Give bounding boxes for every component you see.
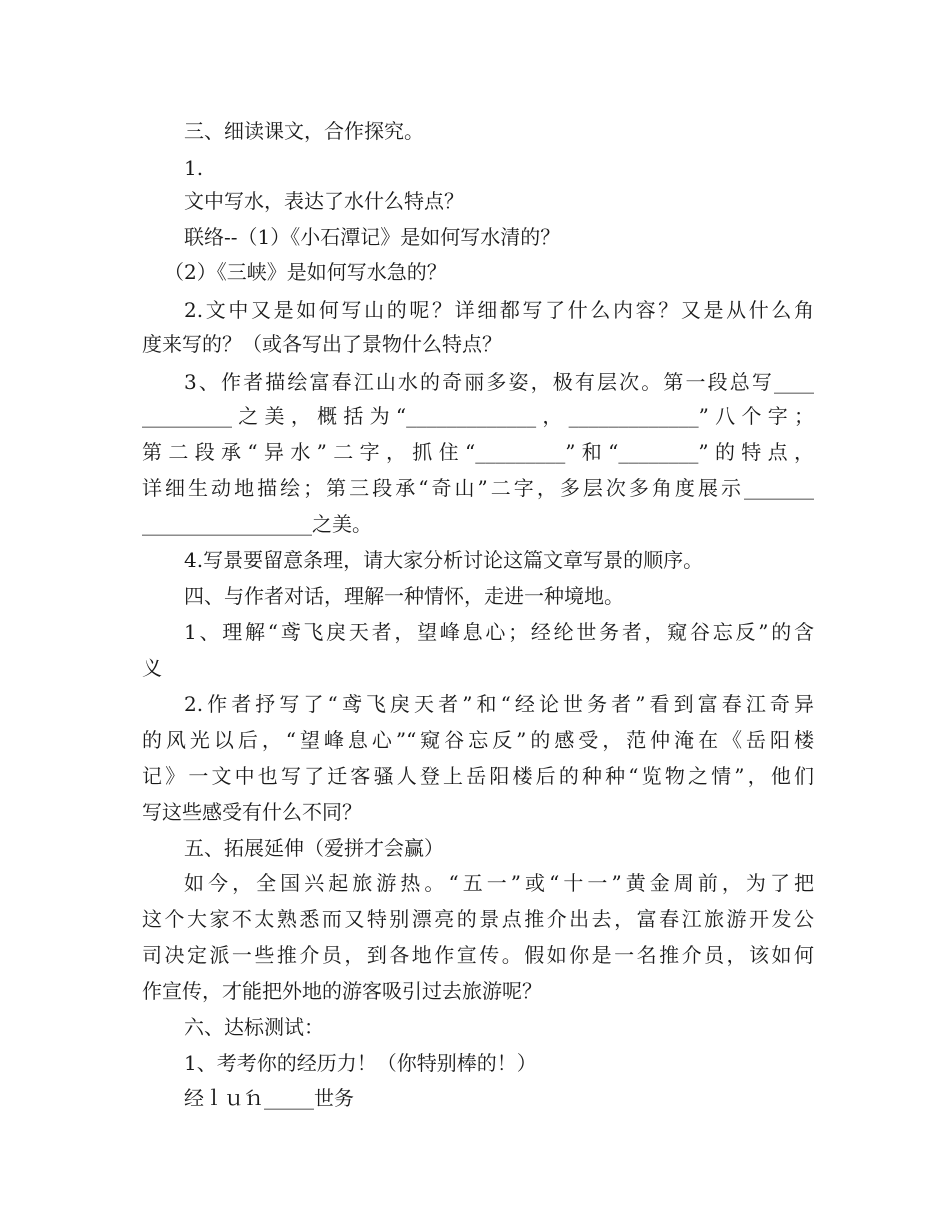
item-1-line-2: 义 (142, 656, 162, 680)
question-3-line-2: _________之美，概括为“_____________，_____________”八个字； (142, 404, 814, 428)
section-heading-5: 五、拓展延伸（爱拼才会赢） (184, 836, 444, 860)
extension-line-3: 司决定派一些推介员，到各地作宣传。假如你是一名推介员，该如何 (142, 943, 814, 967)
section-heading-6: 六、达标测试： (184, 1015, 324, 1039)
question-3-line-5: _________________之美。 (142, 512, 372, 536)
link-question-2: （2）《三峡》是如何写水急的？ (164, 260, 447, 284)
link-question-1: 联络--（1）《小石潭记》是如何写水清的？ (184, 225, 561, 249)
question-2-line-2: 度来写的？（或各写出了景物什么特点？ (142, 332, 502, 356)
item-number-1: 1. (184, 156, 204, 180)
item-2-line-2: 的风光以后，“望峰息心”“窥谷忘反”的感受，范仲淹在《岳阳楼 (142, 728, 814, 752)
extension-line-1: 如今，全国兴起旅游热。“五一”或“十一”黄金周前，为了把 (184, 871, 814, 895)
question-3-line-1: 3、作者描绘富春江山水的奇丽多姿，极有层次。第一段总写____ (184, 370, 814, 394)
section-heading-3: 三、细读课文，合作探究。 (184, 119, 424, 143)
test-blank-jinglun: 经ｌｕ́ｎ_____世务 (184, 1086, 354, 1110)
item-2-line-4: 写这些感受有什么不同？ (142, 800, 362, 824)
question-water-feature: 文中写水，表达了水什么特点？ (184, 189, 464, 213)
item-2-line-3: 记》一文中也写了迁客骚人登上岳阳楼后的种种“览物之情”，他们 (142, 764, 814, 788)
section-heading-4: 四、与作者对话，理解一种情怀，走进一种境地。 (184, 584, 624, 608)
question-2-line-1: 2.文中又是如何写山的呢？详细都写了什么内容？又是从什么角 (184, 298, 814, 322)
question-3-line-3: 第二段承“异水”二字，抓住“_________”和“________”的特点， (142, 440, 814, 464)
question-3-line-4: 详细生动地描绘；第三段承“奇山”二字，多层次多角度展示_______ (142, 476, 814, 500)
item-2-line-1: 2.作者抒写了“鸢飞戾天者”和“经论世务者”看到富春江奇异 (184, 692, 814, 716)
extension-line-4: 作宣传，才能把外地的游客吸引过去旅游呢？ (142, 979, 542, 1003)
extension-line-2: 这个大家不太熟悉而又特别漂亮的景点推介出去，富春江旅游开发公 (142, 907, 814, 931)
test-item-1: 1、考考你的经历力！（你特别棒的！） (184, 1051, 537, 1075)
item-1-line-1: 1、理解“鸢飞戾天者，望峰息心；经纶世务者，窥谷忘反”的含 (184, 620, 814, 644)
question-4: 4.写景要留意条理，请大家分析讨论这篇文章写景的顺序。 (184, 548, 704, 572)
